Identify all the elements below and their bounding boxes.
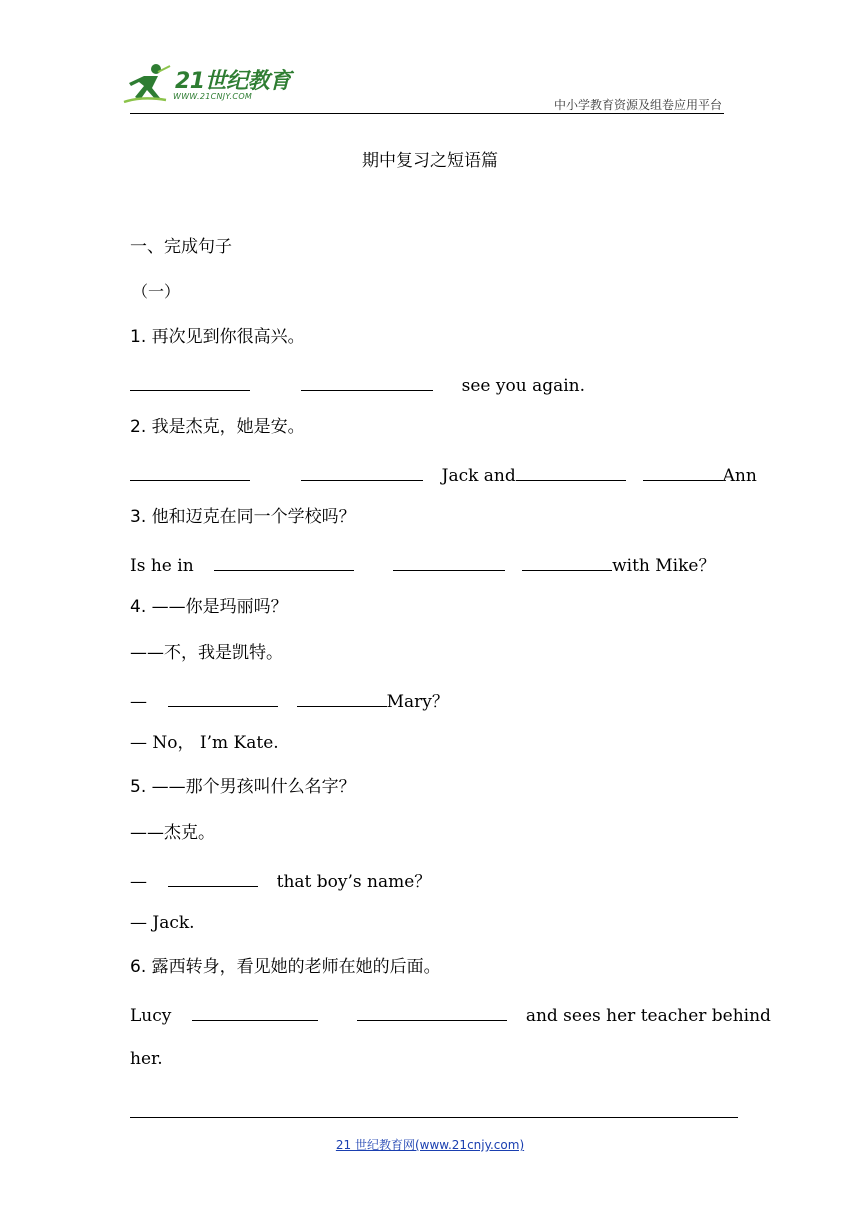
answer-blank[interactable] <box>168 868 258 887</box>
sentence-text: Lucy <box>130 1006 172 1026</box>
question-6-prompt: 6. 露西转身，看见她的老师在她的后面。 <box>130 957 441 977</box>
answer-blank[interactable] <box>214 552 354 571</box>
answer-blank[interactable] <box>516 462 626 481</box>
question-2-answer-line <box>130 462 757 487</box>
answer-blank[interactable] <box>357 1002 507 1021</box>
answer-blank[interactable] <box>393 552 505 571</box>
sentence-text: with Mike？ <box>612 556 716 576</box>
answer-blank[interactable] <box>130 462 250 481</box>
answer-blank[interactable] <box>301 462 423 481</box>
sentence-text: Mary？ <box>386 692 449 712</box>
question-6-answer-line <box>130 1002 771 1027</box>
question-1-prompt: 1. 再次见到你很高兴。 <box>130 327 305 347</box>
sentence-text: and sees her teacher behind <box>525 1006 771 1026</box>
footer-link[interactable]: 21 世纪教育网(www.21cnjy.com) <box>335 1138 525 1152</box>
dialogue-dash: — <box>130 692 147 712</box>
answer-blank[interactable] <box>192 1002 318 1021</box>
question-3-prompt: 3. 他和迈克在同一个学校吗？ <box>130 507 356 527</box>
sentence-text: Is he in <box>130 556 194 576</box>
section-heading: 一、完成句子 <box>130 237 232 257</box>
dialogue-dash: — <box>130 872 147 892</box>
answer-blank[interactable] <box>130 372 250 391</box>
question-5-prompt: 5. ——那个男孩叫什么名字？ <box>130 777 356 797</box>
header-divider <box>130 113 724 114</box>
sentence-text: that boy’s name？ <box>276 872 432 892</box>
question-3-answer-line <box>130 552 715 577</box>
answer-blank[interactable] <box>522 552 612 571</box>
answer-blank[interactable] <box>643 462 723 481</box>
runner-icon <box>122 62 174 106</box>
footer-divider <box>130 1117 738 1118</box>
question-2-prompt: 2. 我是杰克，她是安。 <box>130 417 305 437</box>
question-4-answer-line <box>130 688 449 713</box>
sentence-text: Ann <box>722 466 757 486</box>
site-logo <box>122 62 292 106</box>
logo-url: WWW.21CNJY.COM <box>173 92 253 101</box>
answer-blank[interactable] <box>168 688 278 707</box>
sentence-text: Jack and <box>441 466 516 486</box>
section-subheading: （一） <box>132 282 181 301</box>
question-5-reply-line: — Jack. <box>130 913 195 933</box>
question-1-answer-line <box>130 372 585 397</box>
question-4-reply-line: — No， I’m Kate. <box>130 733 279 753</box>
question-4-prompt: 4. ——你是玛丽吗？ <box>130 597 288 617</box>
question-4-prompt-reply: ——不，我是凯特。 <box>130 643 283 663</box>
answer-blank[interactable] <box>297 688 387 707</box>
question-5-answer-line <box>130 868 431 893</box>
logo-text: 21世纪教育 <box>175 69 291 94</box>
answer-blank[interactable] <box>301 372 433 391</box>
question-5-prompt-reply: ——杰克。 <box>130 823 215 843</box>
question-6-wrap-line: her. <box>130 1049 163 1069</box>
header-tagline: 中小学教育资源及组卷应用平台 <box>553 98 722 112</box>
page-title: 期中复习之短语篇 <box>362 151 498 171</box>
sentence-text: see you again. <box>461 376 586 396</box>
